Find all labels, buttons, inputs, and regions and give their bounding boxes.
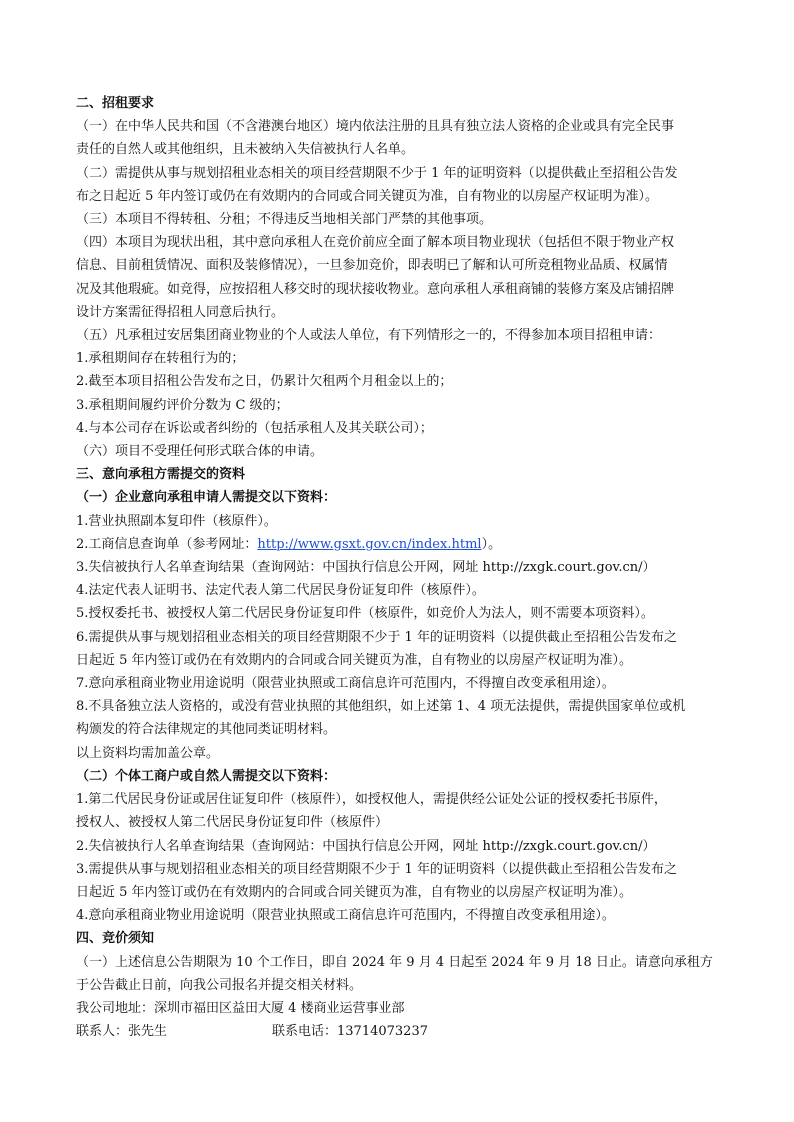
company-item5: 5.授权委托书、被授权人第二代居民身份证复印件（核原件，如竞价人为法人，则不需要本项资料）。 [76, 606, 654, 622]
req4-line2: 信息、目前租赁情况、面积及装修情况），一旦参加竞价，即表明已了解和认可所竞租物业品质、权属情 [76, 258, 668, 274]
contact-phone: 联系电话：13714073237 [272, 1024, 428, 1040]
individual-subheading: （二）个体工商户或自然人需提交以下资料： [76, 768, 337, 784]
req6: （六）项目不受理任何形式联合体的申请。 [76, 444, 324, 460]
req5-item2: 2.截至本项目招租公告发布之日，仍累计欠租两个月租金以上的； [76, 374, 453, 390]
contact-person: 联系人：张先生 [76, 1024, 168, 1040]
section2-heading: 二、招租要求 [76, 96, 155, 111]
company-item1: 1.营业执照副本复印件（核原件）。 [76, 513, 277, 529]
company-item2-suffix: ）。 [481, 536, 502, 552]
req4-line4: 设计方案需征得招租人同意后执行。 [76, 304, 285, 320]
section4-heading: 四、竞价须知 [76, 931, 155, 947]
individual-item4: 4.意向承租商业物业用途说明（限营业执照或工商信息许可范围内，不得擅自改变承租用途）。 [76, 908, 615, 924]
company-item2-text: 2.工商信息查询单（参考网址： [76, 536, 258, 552]
individual-item3-line1: 3.需提供从事与规划招租业态相关的项目经营期限不少于 1 年的证明资料（以提供截止至招租公告发布之 [76, 861, 677, 877]
company-item6-line2: 日起近 5 年内签订或仍在有效期内的合同或合同关键页为准，自有物业的以房屋产权证明为准）。 [76, 652, 633, 668]
company-address: 我公司地址：深圳市福田区益田大厦 4 楼商业运营事业部 [76, 1000, 405, 1016]
company-item8-line2: 构颁发的符合法律规定的其他同类证明材料。 [76, 722, 337, 738]
req1-line2: 责任的自然人或其他组织，且未被纳入失信被执行人名单。 [76, 142, 415, 158]
req4-line1: （四）本项目为现状出租，其中意向承租人在竞价前应全面了解本项目物业现状（包括但不限于物业产权 [76, 235, 675, 251]
req2-line1: （二）需提供从事与规划招租业态相关的项目经营期限不少于 1 年的证明资料（以提供截止至招租公告发 [76, 165, 678, 181]
individual-item1-line1: 1.第二代居民身份证或居住证复印件（核原件），如授权他人，需提供经公证处公证的授权委托书原件， [76, 792, 667, 808]
document-page [76, 92, 726, 1043]
individual-item1-line2: 授权人、被授权人第二代居民身份证复印件（核原件） [76, 815, 389, 831]
notice-line2: 于公告截止日前，向我公司报名并提交相关材料。 [76, 977, 363, 993]
req3: （三）本项目不得转租、分租；不得违反当地相关部门严禁的其他事项。 [76, 212, 493, 228]
req1-line1: （一）在中华人民共和国（不含港澳台地区）境内依法注册的且具有独立法人资格的企业或具有完全民事 [76, 119, 675, 135]
req5: （五）凡承租过安居集团商业物业的个人或法人单位，有下列情形之一的，不得参加本项目招租申请： [76, 328, 662, 344]
section3-heading: 三、意向承租方需提交的资料 [76, 467, 246, 483]
req5-item4: 4.与本公司存在诉讼或者纠纷的（包括承租人及其关联公司）； [76, 420, 433, 436]
req4-line3: 况及其他瑕疵。如竞得，应按招租人移交时的现状接收物业。意向承租人承租商铺的装修方案及店铺招牌 [76, 281, 675, 297]
req2-line2: 布之日起近 5 年内签订或仍在有效期内的合同或合同关键页为准，自有物业的以房屋产权证明为准）。 [76, 188, 659, 204]
company-item2 [76, 533, 726, 556]
gsxt-link[interactable]: http://www.gsxt.gov.cn/index.html [257, 536, 482, 552]
company-item7: 7.意向承租商业物业用途说明（限营业执照或工商信息许可范围内，不得擅自改变承租用途）。 [76, 676, 615, 692]
contact-line [76, 1020, 726, 1043]
company-subheading: （一）企业意向承租申请人需提交以下资料： [76, 490, 337, 506]
company-item3: 3.失信被执行人名单查询结果（查询网站：中国执行信息公开网，网址 http://zxgk.court.gov.cn/） [76, 560, 656, 576]
individual-item2: 2.失信被执行人名单查询结果（查询网站：中国执行信息公开网，网址 http://zxgk.court.gov.cn/） [76, 838, 656, 854]
seal-note: 以上资料均需加盖公章。 [76, 745, 220, 761]
req5-item1: 1.承租期间存在转租行为的； [76, 351, 245, 367]
company-item6-line1: 6.需提供从事与规划招租业态相关的项目经营期限不少于 1 年的证明资料（以提供截止至招租公告发布之 [76, 629, 677, 645]
individual-item3-line2: 日起近 5 年内签订或仍在有效期内的合同或合同关键页为准，自有物业的以房屋产权证明为准）。 [76, 884, 633, 900]
company-item4: 4.法定代表人证明书、法定代表人第二代居民身份证复印件（核原件）。 [76, 583, 485, 599]
notice-line1: （一）上述信息公告期限为 10 个工作日，即自 2024 年 9 月 4 日起至 2024 年 9 月 18 日止。请意向承租方 [76, 954, 713, 970]
req5-item3: 3.承租期间履约评价分数为 C 级的； [76, 397, 289, 413]
company-item8-line1: 8.不具备独立法人资格的，或没有营业执照的其他组织，如上述第 1、4 项无法提供，需提供国家单位或机 [76, 699, 686, 715]
